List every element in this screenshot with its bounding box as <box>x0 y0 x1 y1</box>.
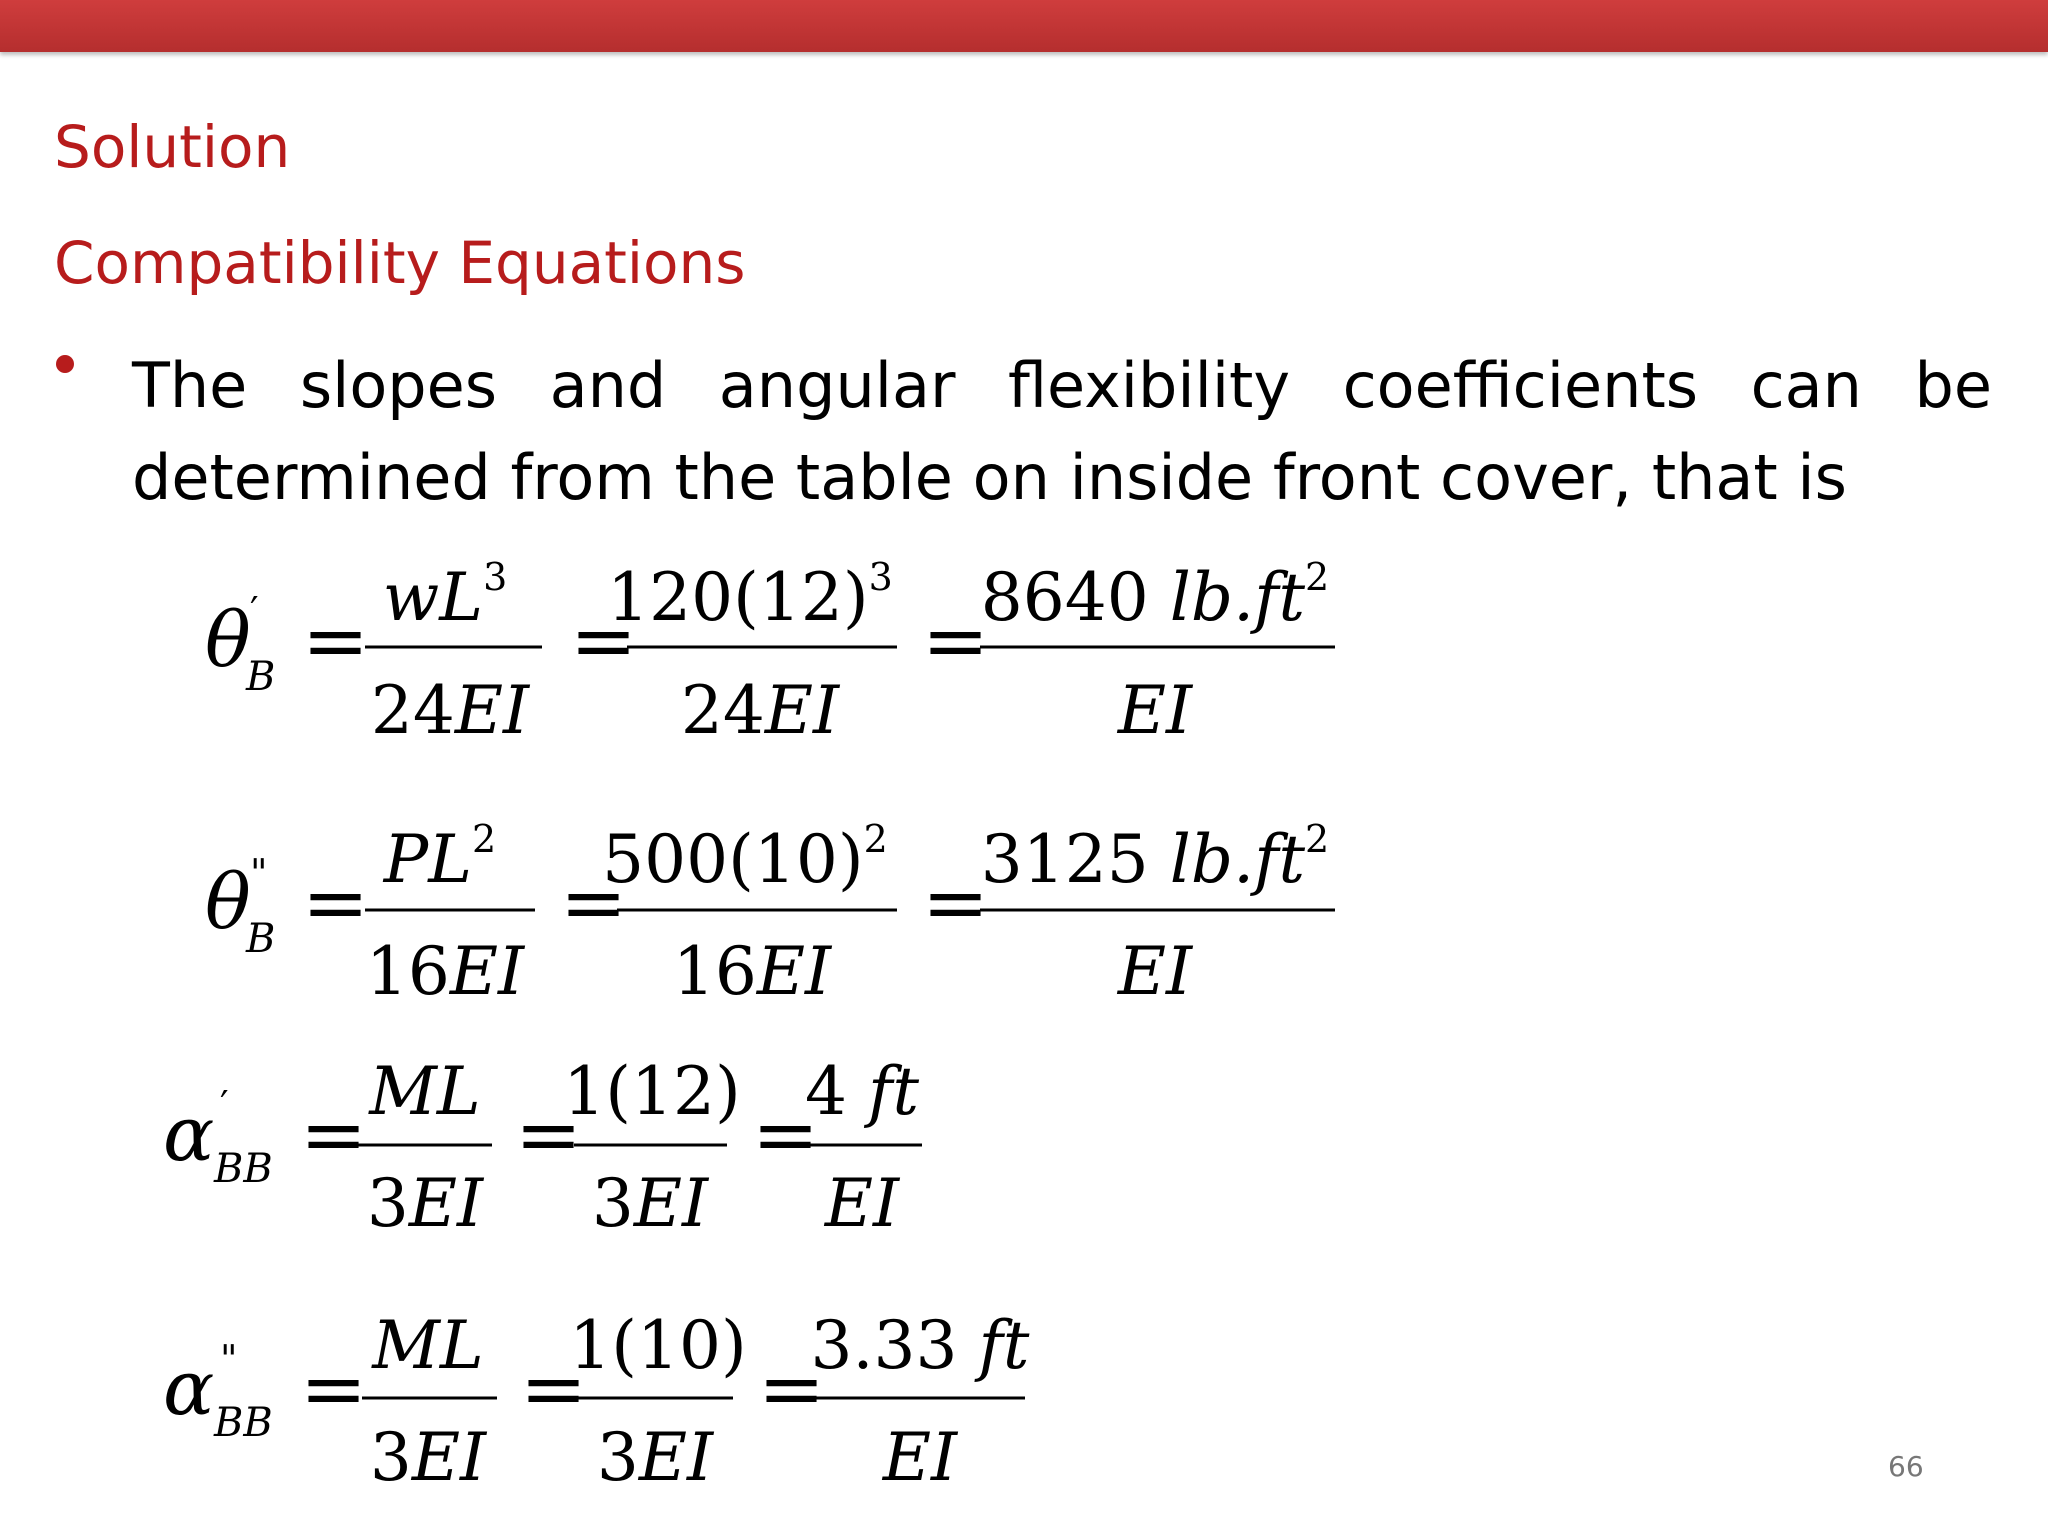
eq3-frac1-den: 3EI <box>366 1165 484 1242</box>
page-number: 66 <box>1888 1450 1924 1483</box>
eq1-frac2-num: $120(12)^3$ <box>607 555 893 636</box>
eq2-frac2-num: $500(10)^2$ <box>602 817 888 898</box>
eq2-frac2-den: 16EI <box>672 933 832 1010</box>
eq4-frac1-den: 3EI <box>369 1419 487 1496</box>
equation-alpha-prime-bb <box>163 1053 922 1242</box>
eq1-frac2-den: 24EI <box>680 672 840 749</box>
eq3-lhs-sub: BB <box>214 1146 273 1192</box>
bullet-line-2: determined from the table on inside front cover, that is <box>132 441 1847 514</box>
slide-title: Solution <box>54 113 291 181</box>
eq2-equals-3: = <box>922 856 990 949</box>
eq2-frac1-num: $PL^2$ <box>383 817 497 898</box>
eq1-equals-2: = <box>570 594 638 687</box>
eq4-frac1-num: ML <box>372 1307 484 1384</box>
eq4-frac2-den: 3EI <box>596 1419 714 1496</box>
eq2-frac3-num: 3125 $lb.ft^2$ <box>980 817 1330 898</box>
eq1-frac3-den: EI <box>1117 672 1193 749</box>
eq3-frac1-num: ML <box>369 1053 481 1130</box>
eq1-frac1-den: 24EI <box>370 672 530 749</box>
eq2-equals-1: = <box>302 856 370 949</box>
eq3-equals-3: = <box>752 1088 820 1181</box>
eq4-frac2-num: 1(10) <box>569 1307 747 1384</box>
eq4-lhs-symbol: α <box>163 1343 215 1432</box>
eq1-lhs-symbol: θ <box>205 595 251 684</box>
eq3-frac3-den: EI <box>824 1165 900 1242</box>
eq4-frac3-num: 3.33 ft <box>810 1307 1030 1384</box>
eq3-frac2-num: 1(12) <box>563 1053 741 1130</box>
eq2-lhs-sub: B <box>246 916 276 962</box>
eq1-frac3-num: 8640 $lb.ft^2$ <box>980 555 1330 636</box>
eq1-equals-3: = <box>922 594 990 687</box>
equation-theta-prime-b <box>205 555 1335 749</box>
eq4-lhs-sub: BB <box>214 1400 273 1446</box>
bullet-line-1: The slopes and angular flexibility coefficients can be <box>132 349 1992 422</box>
eq3-equals-1: = <box>300 1088 368 1181</box>
eq4-frac3-den: EI <box>882 1419 958 1496</box>
eq1-lhs-prime: ′ <box>250 589 259 633</box>
eq3-frac3-num: 4 ft <box>805 1053 919 1130</box>
eq3-lhs-prime: ′ <box>220 1083 229 1127</box>
eq2-lhs-prime: " <box>250 851 268 895</box>
eq4-lhs-prime: " <box>220 1337 238 1381</box>
eq1-lhs-sub: B <box>246 654 276 700</box>
eq2-frac3-den: EI <box>1117 933 1193 1010</box>
slide-subtitle: Compatibility Equations <box>54 229 746 297</box>
eq1-equals-1: = <box>302 594 370 687</box>
eq3-equals-2: = <box>515 1088 583 1181</box>
eq2-frac1-den: 16EI <box>365 933 525 1010</box>
eq2-equals-2: = <box>560 856 628 949</box>
eq4-equals-1: = <box>300 1342 368 1435</box>
eq4-equals-3: = <box>758 1342 826 1435</box>
eq3-lhs-symbol: α <box>163 1089 215 1178</box>
equation-theta-double-prime-b <box>205 817 1335 1010</box>
equation-alpha-double-prime-bb <box>163 1307 1030 1496</box>
eq3-frac2-den: 3EI <box>591 1165 709 1242</box>
eq4-equals-2: = <box>520 1342 588 1435</box>
eq1-frac1-num: $wL^3$ <box>382 555 508 636</box>
eq2-lhs-symbol: θ <box>205 857 251 946</box>
